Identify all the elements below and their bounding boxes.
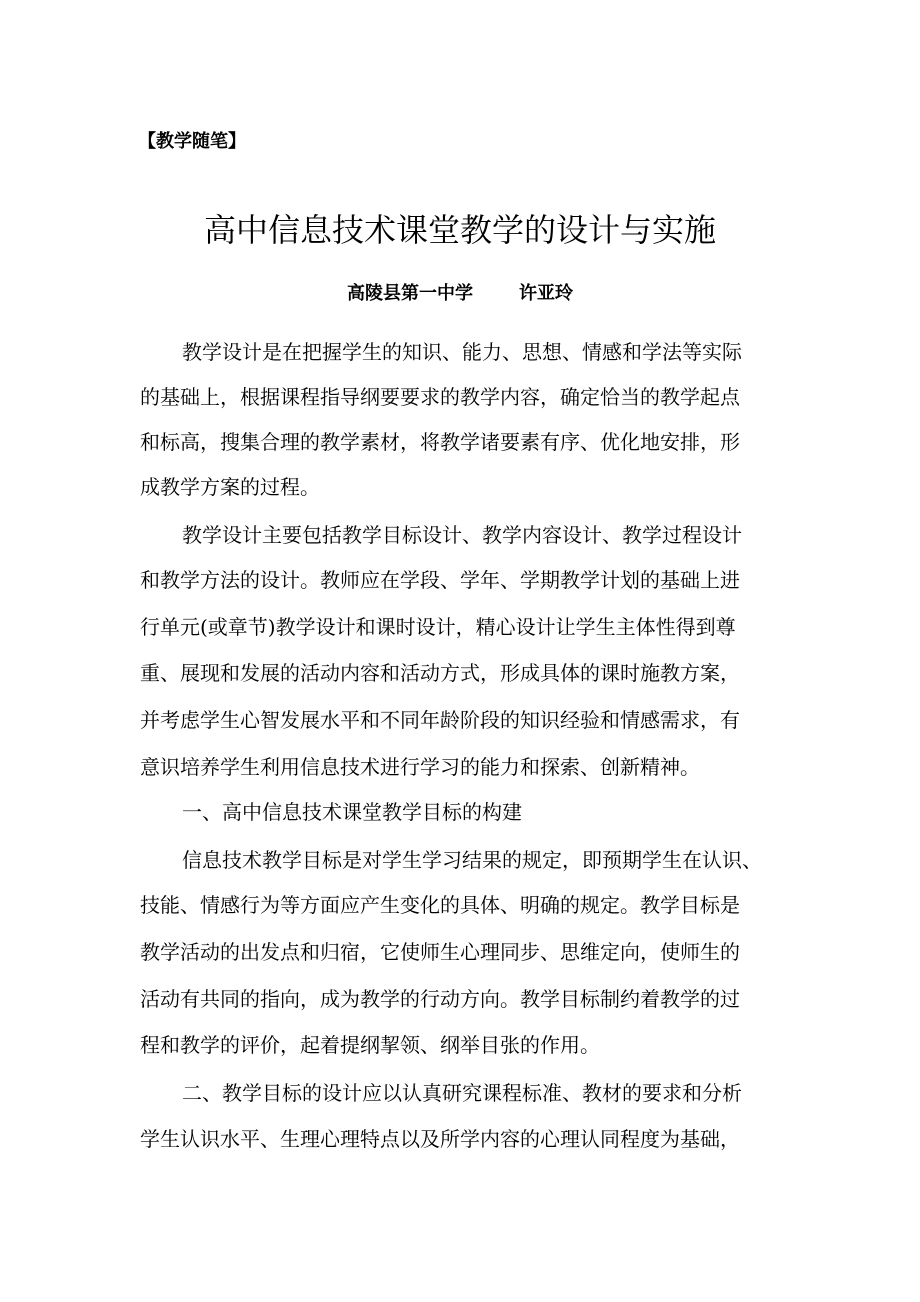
body-line: 教学设计主要包括教学目标设计、教学内容设计、教学过程设计 <box>182 523 742 547</box>
body-line: 技能、情感行为等方面应产生变化的具体、明确的规定。教学目标是 <box>140 893 740 917</box>
article-title: 高中信息技术课堂教学的设计与实施 <box>203 211 716 249</box>
author-name: 许亚玲 <box>519 283 573 304</box>
body-line: 和教学方法的设计。教师应在学段、学年、学期教学计划的基础上进 <box>140 568 740 592</box>
byline <box>0 280 920 308</box>
body-line: 学生认识水平、生理心理特点以及所学内容的心理认同程度为基础， <box>140 1127 740 1151</box>
school-name: 高陵县第一中学 <box>347 283 473 304</box>
body-line: 教学活动的出发点和归宿，它使师生心理同步、思维定向，使师生的 <box>140 940 740 964</box>
body-line: 信息技术教学目标是对学生学习结果的规定，即预期学生在认识、 <box>182 848 762 872</box>
body-line: 行单元(或章节)教学设计和课时设计，精心设计让学生主体性得到尊 <box>140 615 736 639</box>
body-line: 二、教学目标的设计应以认真研究课程标准、教材的要求和分析 <box>182 1081 742 1105</box>
body-line: 成教学方案的过程。 <box>140 475 320 499</box>
body-line: 和标高，搜集合理的教学素材，将教学诸要素有序、优化地安排，形 <box>140 430 740 454</box>
body-line: 的基础上，根据课程指导纲要要求的教学内容，确定恰当的教学起点 <box>140 385 740 409</box>
body-line: 意识培养学生利用信息技术进行学习的能力和探索、创新精神。 <box>140 755 700 779</box>
body-line: 程和教学的评价，起着提纲挈领、纲举目张的作用。 <box>140 1033 600 1057</box>
column-tag: 【教学随笔】 <box>138 131 246 152</box>
body-line: 并考虑学生心智发展水平和不同年龄阶段的知识经验和情感需求，有 <box>140 708 740 732</box>
body-line: 活动有共同的指向，成为教学的行动方向。教学目标制约着教学的过 <box>140 987 740 1011</box>
body-line: 教学设计是在把握学生的知识、能力、思想、情感和学法等实际 <box>182 340 742 364</box>
body-line: 重、展现和发展的活动内容和活动方式，形成具体的课时施教方案， <box>140 661 740 685</box>
section-heading: 一、高中信息技术课堂教学目标的构建 <box>182 800 522 824</box>
